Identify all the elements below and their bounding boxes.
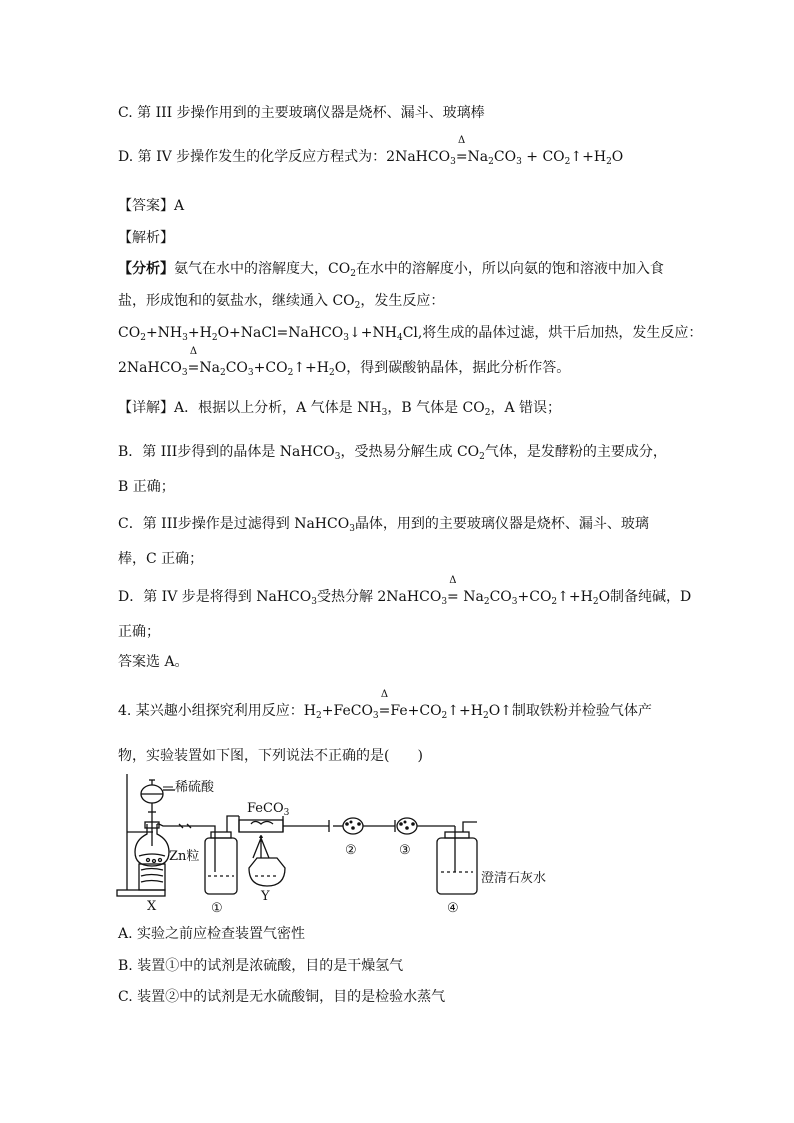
heating-condition: Δ =: [447, 575, 459, 605]
apparatus-diagram: [115, 772, 555, 920]
equation: 2NaHCO$_3$ Δ $=Na_2CO_3$ + $CO_2↑+H_2O$: [386, 135, 624, 167]
detail-a: 【详解】A．根据以上分析，A 气体是 $NH_3$，B 气体是 $CO_2$，A 错误；: [118, 400, 562, 418]
label-3: ③: [399, 843, 411, 858]
label-dilute-sulfuric-acid: 稀硫酸: [175, 780, 215, 795]
option-a: A. 实验之前应检查装置气密性: [118, 926, 306, 942]
option-b: B. 装置①中的试剂是浓硫酸，目的是干燥氢气: [118, 958, 404, 974]
heating-condition: Δ =: [378, 689, 391, 719]
option-c: C. 装置②中的试剂是无水硫酸铜，目的是检验水蒸气: [118, 989, 446, 1005]
analysis-line-2: 盐，形成饱和的氨盐水，继续通入 $CO_2$，发生反应：: [118, 293, 445, 311]
option-c-prev: C. 第 III 步操作用到的主要玻璃仪器是烧杯、漏斗、玻璃棒: [118, 105, 485, 121]
heating-condition: Δ =: [187, 346, 200, 376]
heating-condition: Δ =: [455, 135, 468, 165]
label-x: X: [147, 899, 157, 914]
analysis-line-3: $CO_2+NH_3+H_2O+NaCl=NaHCO_3↓+NH_4Cl$,将生成的晶体过滤，烘干后加热，发生反应：: [118, 325, 703, 343]
label-zn-granules: Zn粒: [169, 849, 200, 864]
analysis-line-1: 【分析】氨气在水中的溶解度大，$CO_2$在水中的溶解度小，所以向氨的饱和溶液中加入食: [118, 261, 664, 279]
detail-b-cont: B 正确；: [118, 479, 175, 495]
detail-d-cont: 正确；: [118, 624, 160, 640]
label-4: ④: [447, 901, 459, 916]
detail-c: C．第 III步操作是过滤得到 NaHCO$_3$晶体，用到的主要玻璃仪器是烧杯、漏斗、玻璃: [118, 516, 649, 534]
label-feco3: FeCO$_3$: [247, 801, 290, 818]
answer-choose: 答案选 A。: [118, 654, 189, 670]
label-limewater: 澄清石灰水: [481, 871, 547, 886]
analysis-heading: 【解析】: [118, 230, 174, 246]
question-4-line-1: 4. 某兴趣小组探究利用反应：$H_2+FeCO_3$ Δ $=Fe+CO_2↑+H_2O↑$制取铁粉并检验气体产: [118, 689, 652, 721]
analysis-line-4: 2NaHCO$_3$ Δ $=Na_2CO_3+CO_2↑+H_2O$，得到碳酸钠晶体，据此分析作答。: [118, 346, 571, 378]
label-2: ②: [345, 843, 357, 858]
detail-b: B．第 III步得到的晶体是 NaHCO$_3$，受热易分解生成 $CO_2$气体，是发酵粉的主要成分，: [118, 444, 667, 462]
option-d-prev: [118, 135, 624, 167]
label-1: ①: [211, 901, 223, 916]
detail-d: D．第 IV 步是将得到 NaHCO$_3$受热分解 2NaHCO$_3$ Δ = $Na_2CO_3+CO_2↑+H_2O$制备纯碱，D: [118, 575, 692, 607]
label-y: Y: [261, 889, 270, 904]
question-4-line-2: 物，实验装置如下图，下列说法不正确的是( ): [118, 748, 423, 764]
detail-c-cont: 棒，C 正确；: [118, 551, 204, 567]
option-d-prefix: D. 第 IV 步操作发生的化学反应方程式为：: [118, 149, 387, 165]
answer: 【答案】A: [118, 198, 185, 214]
